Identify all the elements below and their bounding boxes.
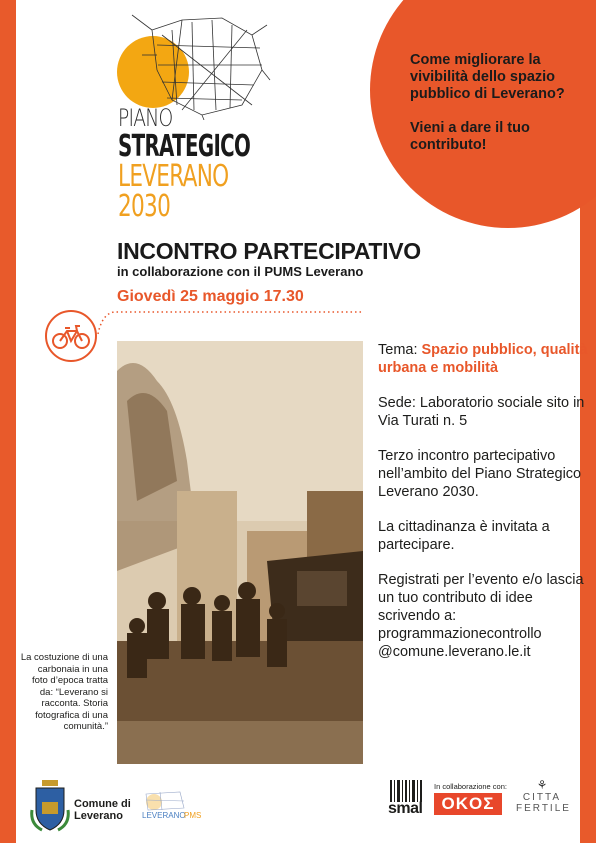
historic-photo	[117, 341, 363, 764]
event-subtitle: in collaborazione con il PUMS Leverano	[117, 264, 364, 279]
event-date: Giovedì 25 maggio 17.30	[117, 288, 304, 305]
circle-cta: Vieni a dare il tuo contributo!	[410, 120, 530, 153]
citta-line-1: CITTA	[522, 792, 562, 803]
comune-line-1: Comune di	[74, 798, 131, 810]
registrati-paragraph	[378, 571, 588, 661]
terzo-incontro-paragraph: Terzo incontro partecipativo nell’ambito del Piano Strategico Leverano 2030.	[378, 448, 582, 500]
photo-caption: La costuzione di una carbonaia in una foto d’epoca tratta da: “Leverano si racconta. Storia fotografica di una comunità.”	[20, 652, 108, 732]
event-info	[378, 341, 588, 678]
citta-fertile-icon: ⚘	[536, 778, 548, 792]
dotted-connector	[96, 306, 366, 336]
piano-strategico-logo	[118, 106, 318, 222]
event-title: INCONTRO PARTECIPATIVO	[117, 238, 421, 264]
citta-fertile-logo	[516, 778, 571, 814]
comune-line-2: Leverano	[74, 810, 123, 822]
email-line-2: @comune.leverano.le.it	[378, 644, 531, 660]
logo-line-leverano: LEVERANO	[118, 159, 229, 194]
comune-coat-of-arms-icon	[30, 780, 70, 832]
sede-paragraph: Sede: Laboratorio sociale sito in Via Turati n. 5	[378, 395, 585, 429]
tema-paragraph	[378, 341, 588, 377]
circle-question: Come migliorare la vivibilità dello spazio pubblico di Leverano?	[410, 52, 565, 102]
svg-text:LEVERANO: LEVERANO	[142, 811, 186, 820]
email-line-1: programmazionecontrollo	[378, 626, 542, 642]
left-accent-bar	[0, 0, 16, 843]
tema-value: Spazio pubblico, qualità urbana e mobilità	[378, 342, 588, 376]
logo-line-strategico: STRATEGICO	[118, 129, 251, 164]
logo-line-year: 2030	[118, 189, 171, 224]
okos-logo: OKOΣ	[434, 793, 502, 815]
invito-paragraph: La cittadinanza è invitata a partecipare.	[378, 519, 550, 553]
bicycle-icon	[45, 310, 97, 362]
citta-line-2: FERTILE	[516, 803, 571, 814]
tema-label: Tema:	[378, 342, 422, 358]
leverano-2030-logo-icon	[140, 786, 204, 820]
smal-text: smal	[388, 800, 423, 817]
logo-line-piano: PIANO	[118, 104, 173, 132]
smal-logo	[388, 780, 428, 822]
comune-label	[74, 798, 131, 822]
registrati-text: Registrati per l’evento e/o lascia un tuo contributo di idee scrivendo a:	[378, 572, 584, 624]
svg-text:PMS: PMS	[184, 811, 202, 820]
circle-text	[410, 52, 590, 154]
collaboration-label: In collaborazione con:	[434, 782, 507, 791]
